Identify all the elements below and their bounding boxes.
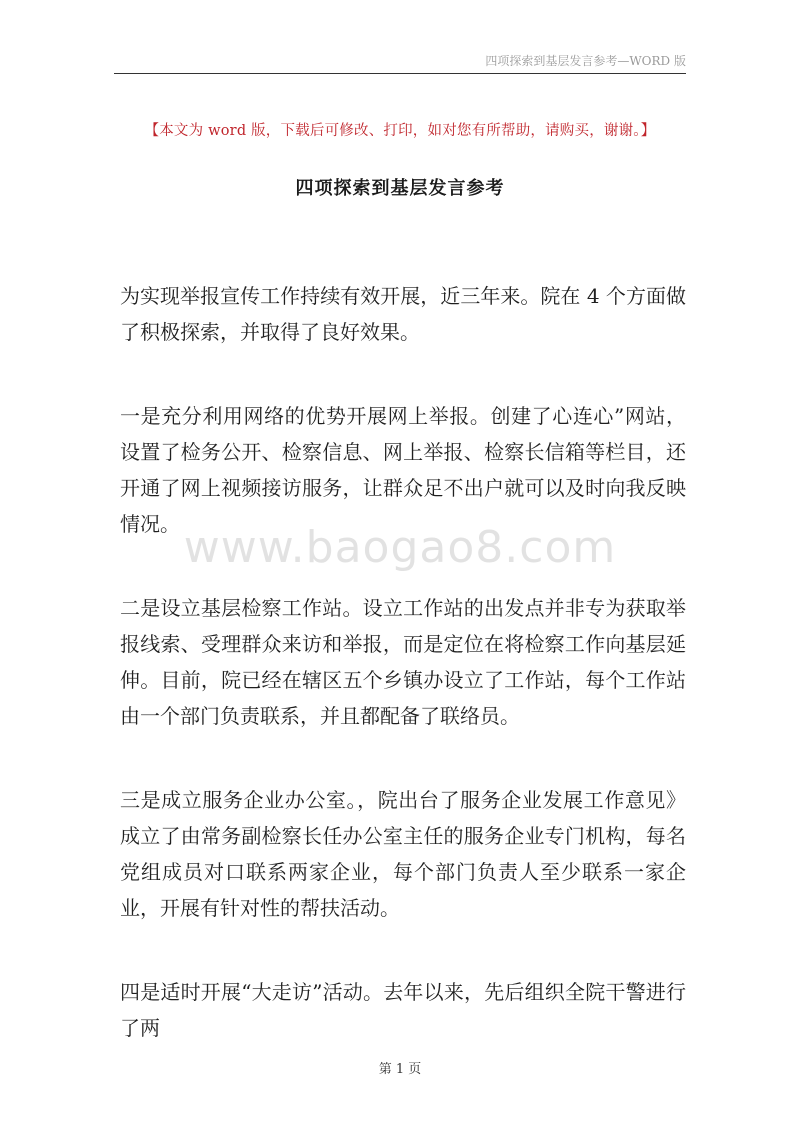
page-number: 第 1 页 — [378, 1062, 422, 1077]
paragraph-enterprise-office: 三是成立服务企业办公室。，院出台了服务企业发展工作意见》成立了由常务副检察长任办公室主任的服务企业专门机构，每名党组成员对口联系两家企业，每个部门负责人至少联系一家企业，开展有针对性的帮扶活动。 — [120, 788, 686, 920]
purchase-notice: 【本文为 word 版，下载后可修改、打印，如对您有所帮助，请购买，谢谢。】 — [144, 123, 656, 139]
document-title: 四项探索到基层发言参考 — [295, 178, 505, 199]
running-header: 四项探索到基层发言参考—WORD 版 — [485, 54, 686, 68]
document-body — [120, 278, 686, 1094]
header-divider — [114, 73, 686, 74]
paragraph-online-reporting: 一是充分利用网络的优势开展网上举报。创建了心连心”网站，设置了检务公开、检察信息、网上举报、检察长信箱等栏目，还开通了网上视频接访服务，让群众足不出户就可以及时向我反映情况。 — [120, 404, 686, 536]
paragraph-intro: 为实现举报宣传工作持续有效开展，近三年来。院在 4 个方面做了积极探索，并取得了良好效果。 — [120, 284, 686, 344]
paragraph-visit-campaign: 四是适时开展“大走访”活动。去年以来，先后组织全院干警进行了两 — [120, 980, 686, 1040]
paragraph-workstation: 二是设立基层检察工作站。设立工作站的出发点并非专为获取举报线索、受理群众来访和举报，而是定位在将检察工作向基层延伸。目前，院已经在辖区五个乡镇办设立了工作站，每个工作站由一个部门负责联系，并且都配备了联络员。 — [120, 596, 686, 728]
watermark: www.baogao8.com — [183, 522, 617, 573]
